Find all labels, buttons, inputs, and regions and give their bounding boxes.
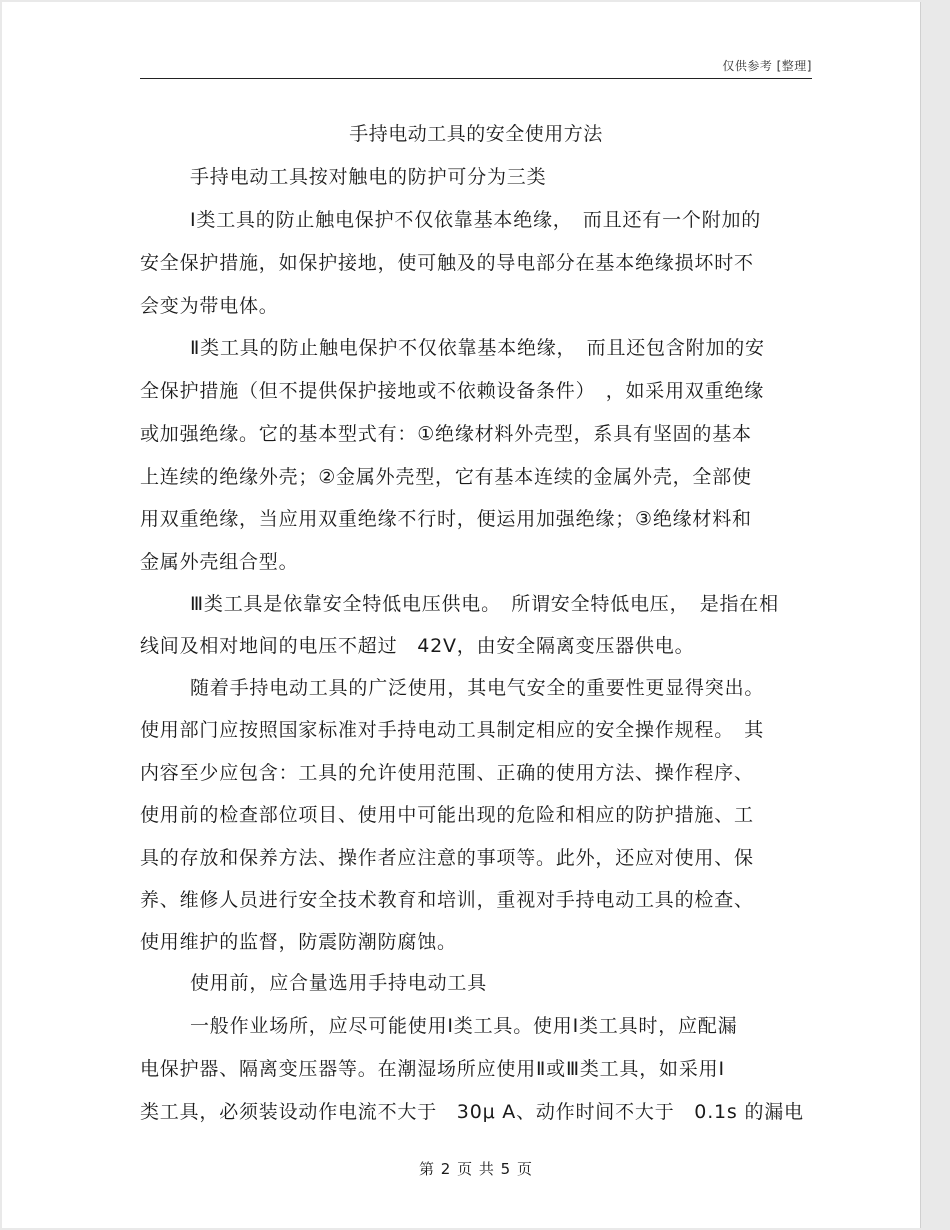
text-line: 线间及相对地间的电压不超过 42V，由安全隔离变压器供电。 [140,635,695,657]
text-line: Ⅱ类工具的防止触电保护不仅依靠基本绝缘， 而且还包含附加的安 [190,337,765,359]
text-line: 全保护措施（但不提供保护接地或不依赖设备条件） ，如采用双重绝缘 [140,380,765,402]
text-line: 使用部门应按照国家标准对手持电动工具制定相应的安全操作规程。 其 [140,719,765,741]
text-line: 会变为带电体。 [140,295,279,317]
text-line: 使用维护的监督，防震防潮防腐蚀。 [140,931,457,953]
page-number: 第 2 页 共 5 页 [419,1160,533,1178]
text-line: 用双重绝缘，当应用双重绝缘不行时，便运用加强绝缘；③绝缘材料和 [140,508,752,530]
text-line: 手持电动工具按对触电的防护可分为三类 [190,166,547,188]
text-line: Ⅲ类工具是依靠安全特低电压供电。 所谓安全特低电压， 是指在相 [190,593,779,615]
document-title: 手持电动工具的安全使用方法 [349,123,603,145]
header-rule [140,78,812,79]
text-line: 具的存放和保养方法、操作者应注意的事项等。此外，还应对使用、保 [140,847,754,869]
text-line: 养、维修人员进行安全技术教育和培训，重视对手持电动工具的检查、 [140,889,754,911]
text-line: 金属外壳组合型。 [140,551,299,573]
text-line: 或加强绝缘。它的基本型式有：①绝缘材料外壳型，系具有坚固的基本 [140,423,752,445]
text-line: Ⅰ类工具的防止触电保护不仅依靠基本绝缘， 而且还有一个附加的 [190,209,762,231]
text-line: 使用前的检查部位项目、使用中可能出现的危险和相应的防护措施、工 [140,804,754,826]
text-line: 上连续的绝缘外壳；②金属外壳型，它有基本连续的金属外壳，全部使 [140,466,752,488]
text-line: 电保护器、隔离变压器等。在潮湿场所应使用Ⅱ或Ⅲ类工具，如采用Ⅰ [140,1058,725,1080]
text-line: 一般作业场所，应尽可能使用Ⅰ类工具。使用Ⅰ类工具时，应配漏 [190,1015,738,1037]
document-page [2,2,920,1228]
text-line: 类工具，必须装设动作电流不大于 30μ A、动作时间不大于 0.1s 的漏电 [140,1101,804,1123]
text-line: 安全保护措施，如保护接地，使可触及的导电部分在基本绝缘损坏时不 [140,252,754,274]
text-line: 随着手持电动工具的广泛使用，其电气安全的重要性更显得突出。 [190,677,765,699]
text-line: 内容至少应包含：工具的允许使用范围、正确的使用方法、操作程序、 [140,762,754,784]
page-header-note: 仅供参考 [整理] [722,59,812,73]
text-line: 使用前，应合量选用手持电动工具 [190,972,488,994]
